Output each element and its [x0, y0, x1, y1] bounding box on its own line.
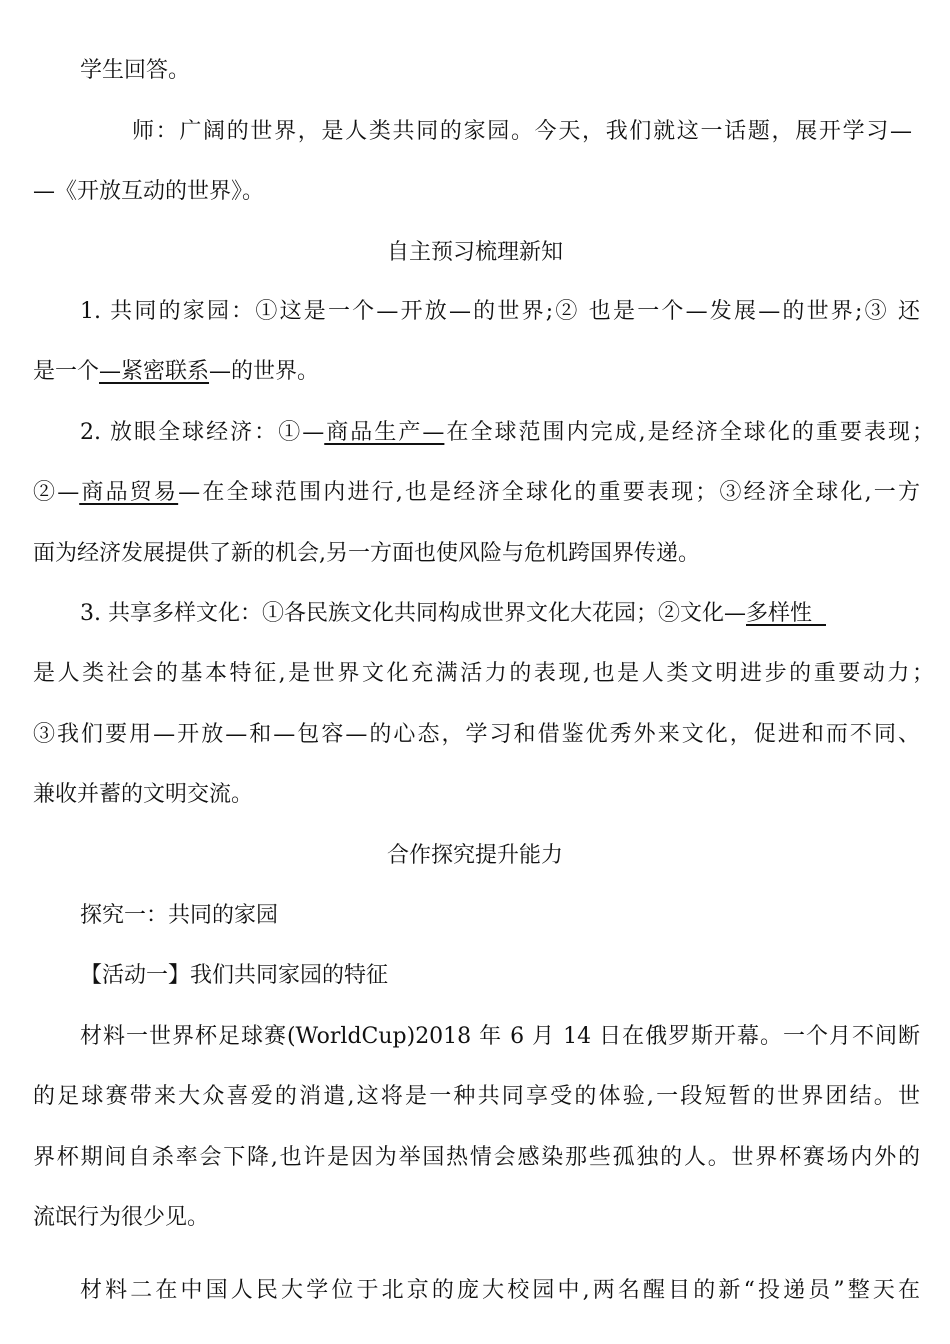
item-1-text-a: 是一个	[33, 359, 100, 384]
paragraph-teacher-line-2: —《开放互动的世界》。	[33, 179, 265, 204]
item-2-text-b: 在全球范围内完成,是经济全球化的重要表现；	[444, 420, 935, 445]
item-1-line-2	[33, 357, 950, 387]
explore-1-heading: 探究一：共同的家园	[80, 903, 279, 928]
item-2-answer-1-underlined: 商品生产—	[324, 420, 445, 445]
paragraph-teacher-line-1: 师：广阔的世界，是人类共同的家园。今天，我们就这一话题，展开学习—	[132, 119, 912, 144]
item-3-answer-underlined: 多样性	[746, 601, 826, 626]
paragraph-student-answer: 学生回答。	[80, 58, 191, 83]
item-2-answer-2-underlined: 商品贸易	[79, 480, 179, 505]
item-2-line-3: 面为经济发展提供了新的机会,另一方面也使风险与危机跨国界传递。	[33, 541, 700, 566]
item-1-answer-underlined: —紧密联系	[99, 359, 210, 384]
item-1-line-1: 1. 共同的家园：①这是一个—开放—的世界;② 也是一个—发展—的世界;③ 还	[80, 299, 920, 324]
item-2-text-d: —在全球范围内进行,也是经济全球化的重要表现；③经济全球化,一方	[178, 480, 920, 505]
item-2-text-a: 2. 放眼全球经济：①—	[80, 420, 325, 445]
section-heading-cooperation: 合作探究提升能力	[386, 843, 563, 868]
material-1-line-3: 界杯期间自杀率会下降,也许是因为举国热情会感染那些孤独的人。世界杯赛场内外的	[33, 1145, 920, 1170]
material-1-line-1: 材料一世界杯足球赛(WorldCup)2018 年 6 月 14 日在俄罗斯开幕。一个月不间断	[80, 1024, 920, 1049]
item-3-line-1	[80, 599, 950, 629]
item-2-line-1	[80, 418, 934, 448]
material-1-line-4: 流氓行为很少见。	[33, 1205, 210, 1230]
item-2-text-c: ②—	[33, 480, 80, 505]
item-2-line-2	[33, 478, 920, 508]
item-1-text-b: —的世界。	[209, 359, 320, 384]
material-2-line-1: 材料二在中国人民大学位于北京的庞大校园中,两名醒目的新“投递员”整天在	[80, 1278, 920, 1303]
section-heading-preview: 自主预习梳理新知	[386, 240, 563, 265]
item-3-line-3: ③我们要用—开放—和—包容—的心态，学习和借鉴优秀外来文化，促进和而不同、	[33, 722, 920, 747]
activity-1-heading: 【活动一】我们共同家园的特征	[80, 963, 389, 988]
item-3-text-a: 3. 共享多样文化：①各民族文化共同构成世界文化大花园；②文化—	[80, 601, 746, 626]
item-3-line-4: 兼收并蓄的文明交流。	[33, 782, 254, 807]
material-1-line-2: 的足球赛带来大众喜爱的消遣,这将是一种共同享受的体验,一段短暂的世界团结。世	[33, 1084, 920, 1109]
item-3-line-2: 是人类社会的基本特征,是世界文化充满活力的表现,也是人类文明进步的重要动力；	[33, 661, 934, 686]
